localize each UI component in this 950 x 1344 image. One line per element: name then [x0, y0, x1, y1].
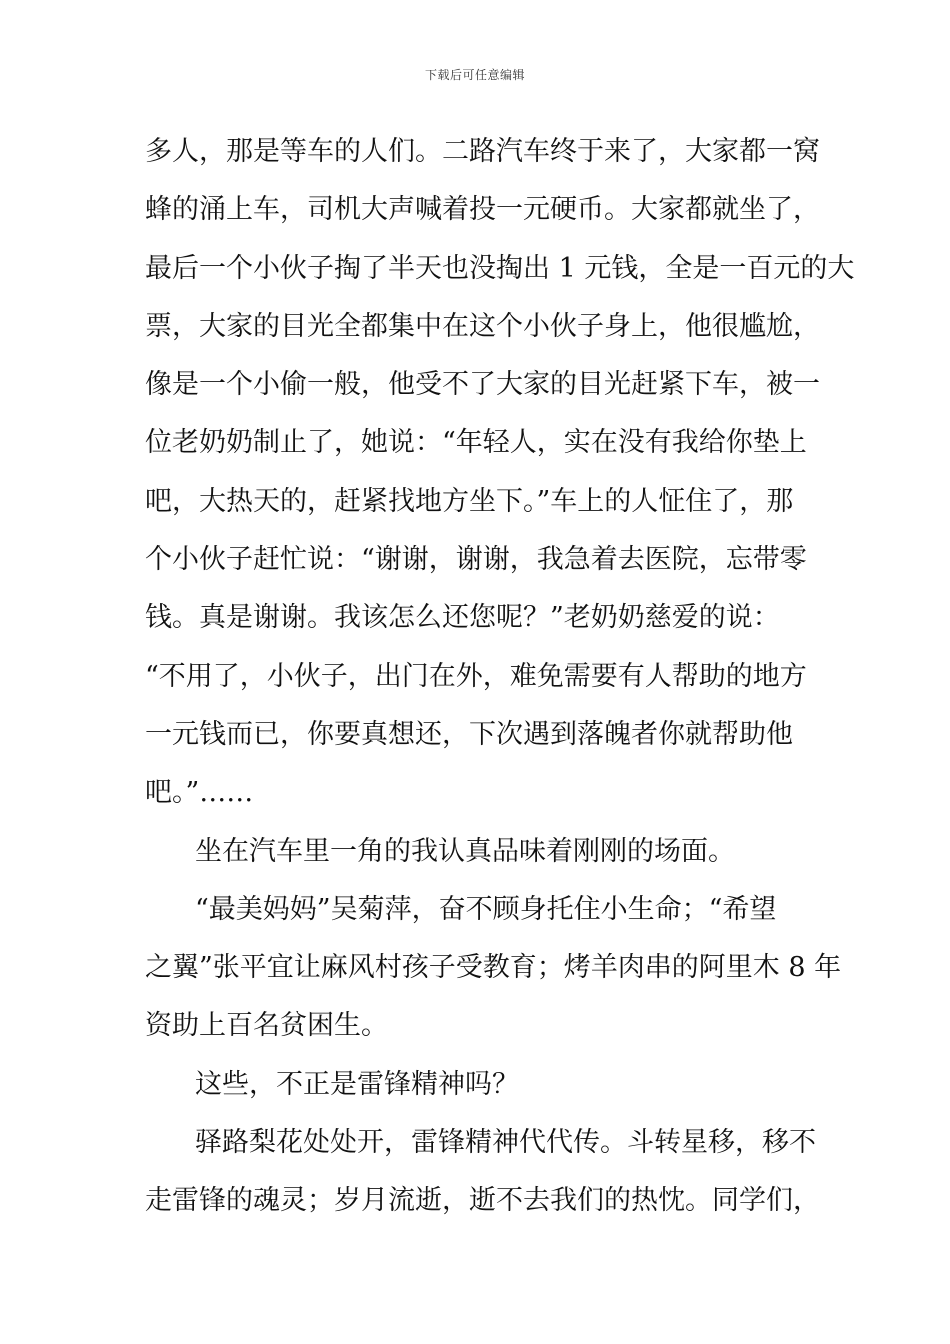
text-line: “不用了，小伙子，出门在外，难免需要有人帮助的地方 [145, 660, 807, 692]
paragraph-line: 这些，不正是雷锋精神吗？ [195, 1068, 519, 1100]
text-line: 资助上百名贫困生。 [145, 1010, 388, 1042]
text-line: 走雷锋的魂灵；岁月流逝，逝不去我们的热忱。同学们， [145, 1185, 820, 1217]
text-line: 蜂的涌上车，司机大声喊着投一元硬币。大家都就坐了， [145, 194, 820, 226]
paragraph-line: “最美妈妈”吴菊萍，奋不顾身托住小生命；“希望 [195, 893, 777, 925]
text-line: 吧，大热天的，赶紧找地方坐下。”车上的人怔住了，那 [145, 485, 794, 517]
text-line: 钱。真是谢谢。我该怎么还您呢？”老奶奶慈爱的说： [145, 602, 780, 634]
page-header: 下载后可任意编辑 [424, 68, 525, 82]
text-line: 票，大家的目光全都集中在这个小伙子身上，他很尴尬， [145, 310, 820, 342]
text-line: 个小伙子赶忙说：“谢谢，谢谢，我急着去医院，忘带零 [145, 544, 807, 576]
text-line: 吧。”…… [145, 777, 254, 809]
paragraph-line: 坐在汽车里一角的我认真品味着刚刚的场面。 [195, 835, 735, 867]
document-body [145, 123, 855, 1231]
paragraph-line: 驿路梨花处处开，雷锋精神代代传。斗转星移，移不 [195, 1127, 816, 1159]
text-line: 之翼”张平宜让麻风村孩子受教育；烤羊肉串的阿里木 8 年 [145, 952, 842, 984]
text-line: 最后一个小伙子掏了半天也没掏出 1 元钱，全是一百元的大 [145, 252, 855, 284]
text-line: 多人，那是等车的人们。二路汽车终于来了，大家都一窝 [145, 136, 820, 167]
text-line: 像是一个小偷一般，他受不了大家的目光赶紧下车，被一 [145, 369, 820, 401]
text-line: 一元钱而已，你要真想还，下次遇到落魄者你就帮助他 [145, 718, 793, 750]
text-line: 位老奶奶制止了，她说：“年轻人，实在没有我给你垫上 [145, 427, 807, 459]
